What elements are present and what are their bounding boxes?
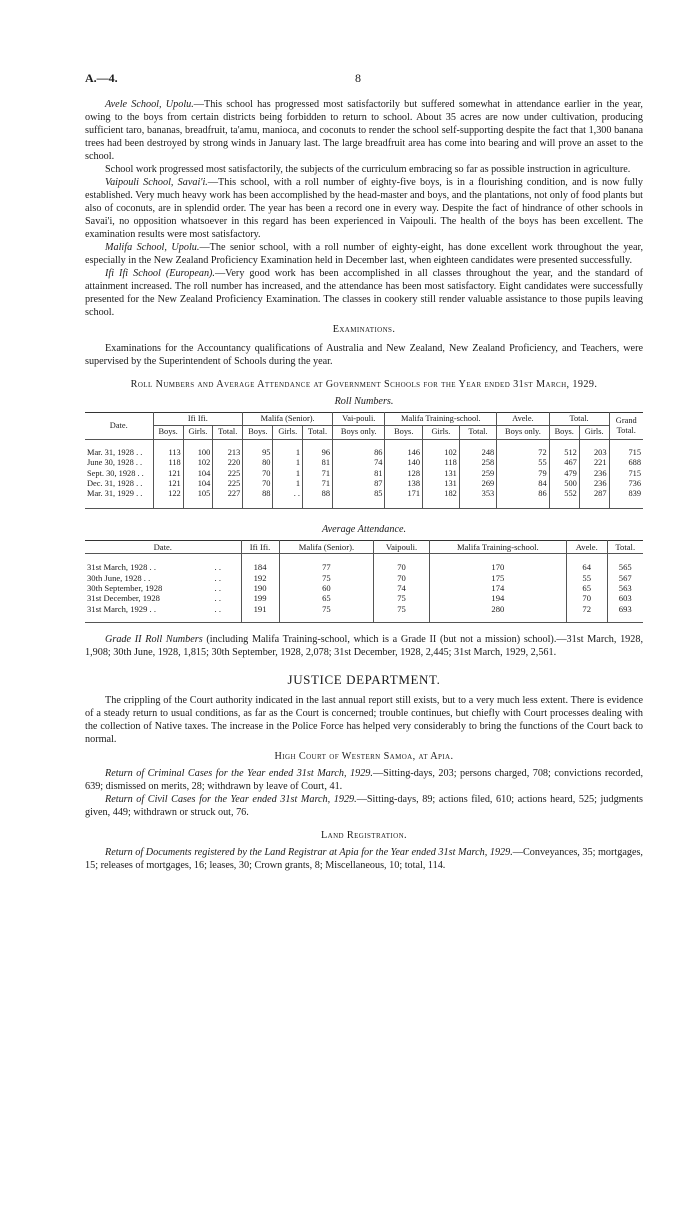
value-cell: 171 [385, 489, 423, 499]
value-cell: 567 [607, 573, 643, 583]
col-ifi-ifi: Ifi Ifi. [153, 413, 243, 426]
value-cell: 71 [303, 469, 333, 479]
value-cell: 479 [549, 469, 579, 479]
average-attendance-subtitle: Average Attendance. [321, 523, 407, 535]
value-cell: 104 [183, 479, 213, 489]
value-cell: 64 [566, 562, 607, 572]
value-cell: 1 [273, 469, 303, 479]
value-cell: 467 [549, 458, 579, 468]
value-cell: . . [273, 489, 303, 499]
value-cell: 184 [241, 562, 279, 572]
subcol-total: Total. [303, 426, 333, 439]
subcol-boys: Boys. [153, 426, 183, 439]
malifa-paragraph: Malifa School, Upolu.—The senior school, with a roll number of eighty-eight, has done excellent work throughout the year, especially in the New Zealand Proficiency Examination held in December last, when eighteen candidates were presented successfully. [85, 242, 643, 266]
value-cell: 736 [609, 479, 643, 489]
value-cell: 563 [607, 583, 643, 593]
value-cell: 75 [279, 573, 374, 583]
value-cell: 140 [385, 458, 423, 468]
value-cell: 512 [549, 448, 579, 458]
row-date-cell: 31st December, 1928 [87, 593, 160, 604]
document-reference: A.—4. [85, 71, 118, 85]
leader-dots: . . [214, 562, 221, 573]
value-cell: 72 [497, 448, 549, 458]
land-registration-heading: Land Registration. [321, 830, 407, 842]
avele-paragraph: Avele School, Upolu.—This school has progressed most satisfactorily but suffered somewhat in attendance earlier in the year, owing to the boys from certain districts being forbidden to return to school. About 35 acres are now under cultivation, producing sufficient taro, bananas, breadfruit, ta'amu, manioca, and coconuts to render the school self-supporting despite the fact that 1,300 banana trees had been destroyed by strong winds in January last. The large breadfruit area has come into bearing and will prove an asset to the school. [85, 99, 643, 162]
value-cell: 75 [374, 593, 430, 603]
average-attendance-table [85, 540, 643, 623]
col-total: Total. [607, 540, 643, 553]
leader-dots: . . [214, 603, 221, 614]
value-cell: 287 [579, 489, 609, 499]
value-cell: 70 [243, 469, 273, 479]
table-row [85, 469, 643, 479]
value-cell: 88 [303, 489, 333, 499]
table-row [85, 479, 643, 489]
value-cell: 715 [609, 448, 643, 458]
value-cell: 75 [374, 604, 430, 614]
value-cell: 104 [183, 469, 213, 479]
subcol-boys-only: Boys only. [333, 426, 385, 439]
col-malifa-training: Malifa Training-school. [385, 413, 497, 426]
table-row [85, 489, 643, 499]
value-cell: 1 [273, 458, 303, 468]
civil-cases-paragraph: Return of Civil Cases for the Year ended 31st March, 1929.—Sitting-days, 89; actions filed, 610; actions heard, 525; judgments given, 449; withdrawn or struck out, 76. [85, 794, 643, 819]
value-cell: 175 [429, 573, 566, 583]
value-cell: 77 [279, 562, 374, 572]
value-cell: 60 [279, 583, 374, 593]
value-cell: 227 [213, 489, 243, 499]
page-header [85, 72, 643, 98]
row-date-cell: 30th June, 1928 . . [87, 572, 151, 583]
subcol-boys: Boys. [385, 426, 423, 439]
value-cell: 259 [459, 469, 496, 479]
value-cell: 65 [566, 583, 607, 593]
value-cell: 552 [549, 489, 579, 499]
row-date-cell: Mar. 31, 1929 . . [87, 489, 143, 499]
row-date-cell: Dec. 31, 1928 . . [87, 479, 143, 489]
grade-two-paragraph: Grade II Roll Numbers (including Malifa Training-school, which is a Grade II (but not a mission) school).—31st March, 1928, 1,908; 30th June, 1928, 1,815; 30th September, 1928, 2,078; 31st December, 1928, 2,445; 31st March, 1929, 2,561. [85, 634, 643, 659]
value-cell: 102 [183, 458, 213, 468]
value-cell: 65 [279, 593, 374, 603]
value-cell: 236 [579, 479, 609, 489]
value-cell: 258 [459, 458, 496, 468]
col-date: Date. [85, 413, 153, 440]
value-cell: 1 [273, 479, 303, 489]
value-cell: 220 [213, 458, 243, 468]
value-cell: 96 [303, 448, 333, 458]
value-cell: 280 [429, 604, 566, 614]
value-cell: 146 [385, 448, 423, 458]
value-cell: 70 [374, 573, 430, 583]
value-cell: 79 [497, 469, 549, 479]
value-cell: 213 [213, 448, 243, 458]
value-cell: 138 [385, 479, 423, 489]
value-cell: 105 [183, 489, 213, 499]
table-row [85, 458, 643, 468]
justice-heading: JUSTICE DEPARTMENT. [287, 672, 441, 688]
value-cell: 131 [423, 469, 460, 479]
subcol-girls: Girls. [183, 426, 213, 439]
vaipouli-paragraph: Vaipouli School, Savai'i.—This school, with a roll number of eighty-five boys, is in a flourishing condition, and is now fully established. Very much heavy work has been accomplished by the head-master and boys, and the plantations, not only of food plants but also of coconuts, are in splendid order. The year has been a record one in every way. Despite the fact of hindrance of other schools in Savai'i, no opposition whatsoever in this regard has been experienced in Vaipouli. The health of the boys has been excellent. The examination results were most satisfactory. [85, 177, 643, 240]
col-vaipouli: Vai-pouli. [333, 413, 385, 426]
col-date: Date. [85, 540, 241, 553]
value-cell: 353 [459, 489, 496, 499]
table-row [85, 448, 643, 458]
value-cell: 236 [579, 469, 609, 479]
value-cell: 191 [241, 604, 279, 614]
value-cell: 118 [153, 458, 183, 468]
col-avele: Avele. [497, 413, 549, 426]
value-cell: 603 [607, 593, 643, 603]
table-row [85, 604, 643, 614]
subcol-boys: Boys. [549, 426, 579, 439]
value-cell: 1 [273, 448, 303, 458]
value-cell: 81 [303, 458, 333, 468]
land-documents-paragraph: Return of Documents registered by the Land Registrar at Apia for the Year ended 31st March, 1929.—Conveyances, 35; mortgages, 15; releases of mortgages, 16; leases, 30; Crown grants, 8; Miscellaneous, 10; total, 114. [85, 847, 643, 872]
value-cell: 70 [243, 479, 273, 489]
subcol-girls: Girls. [579, 426, 609, 439]
col-malifa-senior: Malifa (Senior). [243, 413, 333, 426]
value-cell: 85 [333, 489, 385, 499]
value-cell: 80 [243, 458, 273, 468]
value-cell: 55 [566, 573, 607, 583]
value-cell: 131 [423, 479, 460, 489]
justice-paragraph: The crippling of the Court authority indicated in the last annual report still exists, but to a very much less extent. There is evidence of a steady return to usual conditions, as far as the Court is concerned; trouble continues, but chiefly with Court processes dealing with the collection of Native taxes. The increase in the Police Force has helped very considerably to bring the functions of the Court back to normal. [85, 695, 643, 746]
value-cell: 269 [459, 479, 496, 489]
col-vaipouli: Vaipouli. [374, 540, 430, 553]
criminal-cases-paragraph: Return of Criminal Cases for the Year ended 31st March, 1929.—Sitting-days, 203; persons charged, 708; convictions recorded, 639; dismissed on merits, 28; withdrawn by leave of Court, 41. [85, 768, 643, 793]
value-cell: 225 [213, 469, 243, 479]
subcol-total: Total. [213, 426, 243, 439]
subcol-boys: Boys. [243, 426, 273, 439]
value-cell: 500 [549, 479, 579, 489]
examinations-heading: Examinations. [332, 324, 396, 335]
col-malifa-training: Malifa Training-school. [429, 540, 566, 553]
value-cell: 174 [429, 583, 566, 593]
value-cell: 100 [183, 448, 213, 458]
value-cell: 121 [153, 469, 183, 479]
high-court-heading: High Court of Western Samoa, at Apia. [274, 751, 454, 763]
col-ifi-ifi: Ifi Ifi. [241, 540, 279, 553]
table-row [85, 573, 643, 583]
curriculum-paragraph: School work progressed most satisfactorily, the subjects of the curriculum embracing so far as possible instruction in agriculture. [105, 164, 631, 175]
roll-numbers-subtitle: Roll Numbers. [334, 396, 394, 407]
value-cell: 715 [609, 469, 643, 479]
value-cell: 122 [153, 489, 183, 499]
value-cell: 693 [607, 604, 643, 614]
col-total: Total. [549, 413, 609, 426]
row-date-cell: 30th September, 1928 [87, 583, 163, 594]
value-cell: 248 [459, 448, 496, 458]
value-cell: 182 [423, 489, 460, 499]
value-cell: 225 [213, 479, 243, 489]
leader-dots: . . [214, 593, 221, 604]
value-cell: 74 [333, 458, 385, 468]
leader-dots: . . [214, 583, 221, 594]
roll-numbers-table [85, 412, 643, 509]
examinations-paragraph: Examinations for the Accountancy qualifications of Australia and New Zealand, New Zealand Proficiency, and Teachers, were supervised by the Superintendent of Schools during the year. [85, 343, 643, 367]
table-row [85, 593, 643, 603]
value-cell: 95 [243, 448, 273, 458]
value-cell: 86 [497, 489, 549, 499]
value-cell: 192 [241, 573, 279, 583]
value-cell: 84 [497, 479, 549, 489]
value-cell: 70 [566, 593, 607, 603]
table-row [85, 583, 643, 593]
value-cell: 190 [241, 583, 279, 593]
value-cell: 118 [423, 458, 460, 468]
col-avele: Avele. [566, 540, 607, 553]
value-cell: 71 [303, 479, 333, 489]
value-cell: 72 [566, 604, 607, 614]
value-cell: 565 [607, 562, 643, 572]
value-cell: 839 [609, 489, 643, 499]
value-cell: 113 [153, 448, 183, 458]
row-date-cell: Mar. 31, 1928 . . [87, 447, 143, 457]
value-cell: 688 [609, 458, 643, 468]
value-cell: 203 [579, 448, 609, 458]
roll-attendance-title: Roll Numbers and Average Attendance at Government Schools for the Year ended 31st March, 1929. [130, 379, 598, 390]
value-cell: 194 [429, 593, 566, 603]
ifi-ifi-paragraph: Ifi Ifi School (European).—Very good work has been accomplished in all classes throughout the year, and the standard of attainment increased. The roll number has increased, and the attendance has been most satisfactory. Eight candidates were successfully presented for the New Zealand Proficiency Examination. The classes in cookery still render valuable assistance to those pupils leaving school. [85, 268, 643, 318]
document-page [85, 72, 643, 872]
value-cell: 87 [333, 479, 385, 489]
subcol-girls: Girls. [423, 426, 460, 439]
value-cell: 75 [279, 604, 374, 614]
page-number: 8 [355, 71, 361, 85]
value-cell: 81 [333, 469, 385, 479]
value-cell: 55 [497, 458, 549, 468]
row-date-cell: June 30, 1928 . . [87, 458, 143, 468]
table-row [85, 562, 643, 572]
row-date-cell: 31st March, 1929 . . [87, 603, 156, 614]
value-cell: 102 [423, 448, 460, 458]
leader-dots: . . [214, 572, 221, 583]
value-cell: 70 [374, 562, 430, 572]
value-cell: 170 [429, 562, 566, 572]
value-cell: 86 [333, 448, 385, 458]
col-grand-total: Grand Total. [609, 413, 643, 440]
value-cell: 199 [241, 593, 279, 603]
value-cell: 221 [579, 458, 609, 468]
col-malifa-senior: Malifa (Senior). [279, 540, 374, 553]
value-cell: 74 [374, 583, 430, 593]
value-cell: 88 [243, 489, 273, 499]
value-cell: 121 [153, 479, 183, 489]
subcol-total: Total. [459, 426, 496, 439]
subcol-girls: Girls. [273, 426, 303, 439]
row-date-cell: Sept. 30, 1928 . . [87, 468, 144, 478]
row-date-cell: 31st March, 1928 . . [87, 562, 156, 573]
value-cell: 128 [385, 469, 423, 479]
subcol-boys-only: Boys only. [497, 426, 549, 439]
